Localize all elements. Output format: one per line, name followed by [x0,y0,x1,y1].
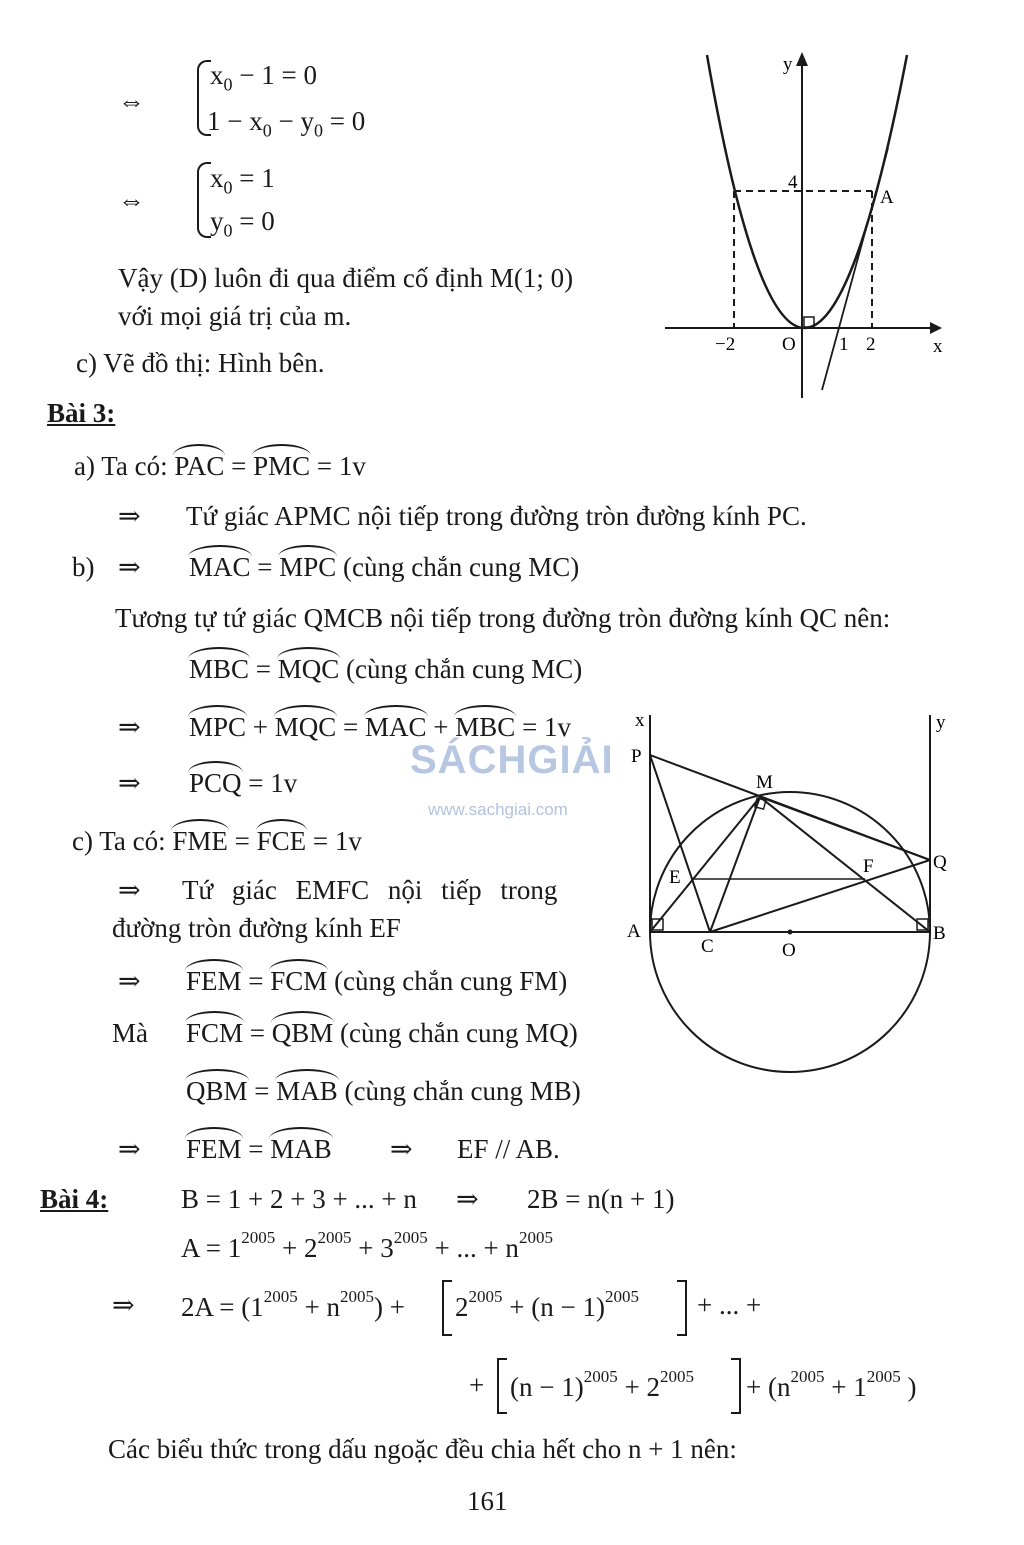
segment-pc [650,755,710,932]
bracket-left [497,1358,507,1414]
text-line: c) Vẽ đồ thị: Hình bên. [76,348,325,378]
geometry-figure [620,700,960,1080]
bracket-right [731,1358,741,1414]
center-dot [788,930,793,935]
page-number: 161 [467,1486,508,1516]
tick-4: 4 [788,172,798,193]
segment-mb [760,797,930,932]
tick-1: 1 [839,334,849,355]
equation-line: $x_0 - 1 = 0$ [210,60,317,95]
label-o: O [782,940,796,961]
system-brace [197,162,211,238]
point-a-label: A [880,187,894,208]
label-c: C [701,936,714,957]
math-line: FEM = FCM (cùng chắn cung FM) [186,966,568,996]
watermark-url: www.sachgiai.com [428,800,568,819]
implies-arrow: ⇒ [118,552,141,582]
implies-arrow: ⇒ [118,875,141,905]
watermark-logo: SÁCHGIẢI [410,738,614,782]
label-y: y [936,712,946,733]
x-label: x [933,336,943,357]
math-line: $2A = (1^{2005} + n^{2005})$ + [181,1287,405,1322]
math-line: B = 1 + 2 + 3 + ... + n [181,1184,417,1214]
tangent-line [822,148,888,390]
math-line: + [469,1370,485,1400]
x-axis-arrow [930,322,942,334]
implies-arrow: ⇒ [390,1134,413,1164]
label-m: M [756,772,773,793]
math-line: + ($n^{2005} + 1^{2005}$ ) [746,1367,917,1402]
math-line: $(n - 1)^{2005} + 2^{2005}$ [510,1367,694,1402]
tick-2: 2 [866,334,876,355]
math-line: PCQ = 1v [189,768,298,798]
math-line: FCM = QBM (cùng chắn cung MQ) [186,1018,578,1048]
math-line: + ... + [697,1290,762,1320]
tick-minus-2: −2 [715,334,736,355]
segment-cq [710,860,930,932]
label-a: A [627,921,641,942]
math-line: a) Ta có: PAC = PMC = 1v [74,451,366,481]
equation-line: $1 - x_0 - y_0 = 0$ [207,106,366,141]
equation-line: $x_0 = 1$ [210,163,275,198]
bracket-left [442,1280,452,1336]
label-p: P [631,746,642,767]
origin-label: O [782,334,796,355]
label-f: F [863,856,874,877]
math-line: EF // AB. [457,1134,560,1164]
math-line: MAC = MPC (cùng chắn cung MC) [189,552,580,582]
equiv-arrow: ⇔ [118,185,145,215]
implies-arrow: ⇒ [118,768,141,798]
math-line: c) Ta có: FME = FCE = 1v [72,826,362,856]
text-line: Vậy (D) luôn đi qua điểm cố định M(1; 0) [118,263,574,293]
implies-arrow: ⇒ [118,966,141,996]
math-line: MBC = MQC (cùng chắn cung MC) [189,654,583,684]
label: b) [72,552,95,582]
implies-arrow: ⇒ [118,501,141,531]
segment-mc [710,797,760,932]
text-line: Tứ giác APMC nội tiếp trong đường tròn đường kính PC. [186,501,807,531]
equiv-arrow: ⇔ [118,86,145,116]
text-line: đường tròn đường kính EF [112,913,401,943]
math-line: FEM = MAB [186,1134,332,1164]
segment-mq [760,797,930,860]
math-line: 2B = n(n + 1) [527,1184,675,1214]
exercise-heading: Bài 3: [47,398,116,428]
implies-arrow: ⇒ [112,1290,135,1320]
text-line: Tương tự tứ giác QMCB nội tiếp trong đường tròn đường kính QC nên: [115,603,891,633]
label-q: Q [933,852,947,873]
implies-arrow: ⇒ [118,712,141,742]
math-line: $A = 1^{2005} + 2^{2005} + 3^{2005}$ + ... + $n^{2005}$ [181,1228,553,1263]
label-x: x [635,710,645,731]
y-label: y [783,54,793,75]
implies-arrow: ⇒ [456,1184,479,1214]
text-line: Tứ giác EMFC nội tiếp trong [182,875,558,905]
parabola-graph [655,40,955,410]
y-axis-arrow [796,52,808,66]
equation-line: $y_0 = 0$ [210,206,275,241]
math-line: $2^{2005} + (n - 1)^{2005}$ [455,1287,639,1322]
label-e: E [669,867,681,888]
math-line: QBM = MAB (cùng chắn cung MB) [186,1076,581,1106]
text-line: với mọi giá trị của m. [118,301,352,331]
text-line: Các biểu thức trong dấu ngoặc đều chia hết cho n + 1 nên: [108,1434,737,1464]
bracket-right [677,1280,687,1336]
label-b: B [933,923,946,944]
math-line: MPC + MQC = MAC + MBC = 1v [189,712,572,742]
label: Mà [112,1018,148,1048]
exercise-heading: Bài 4: [40,1184,109,1214]
implies-arrow: ⇒ [118,1134,141,1164]
